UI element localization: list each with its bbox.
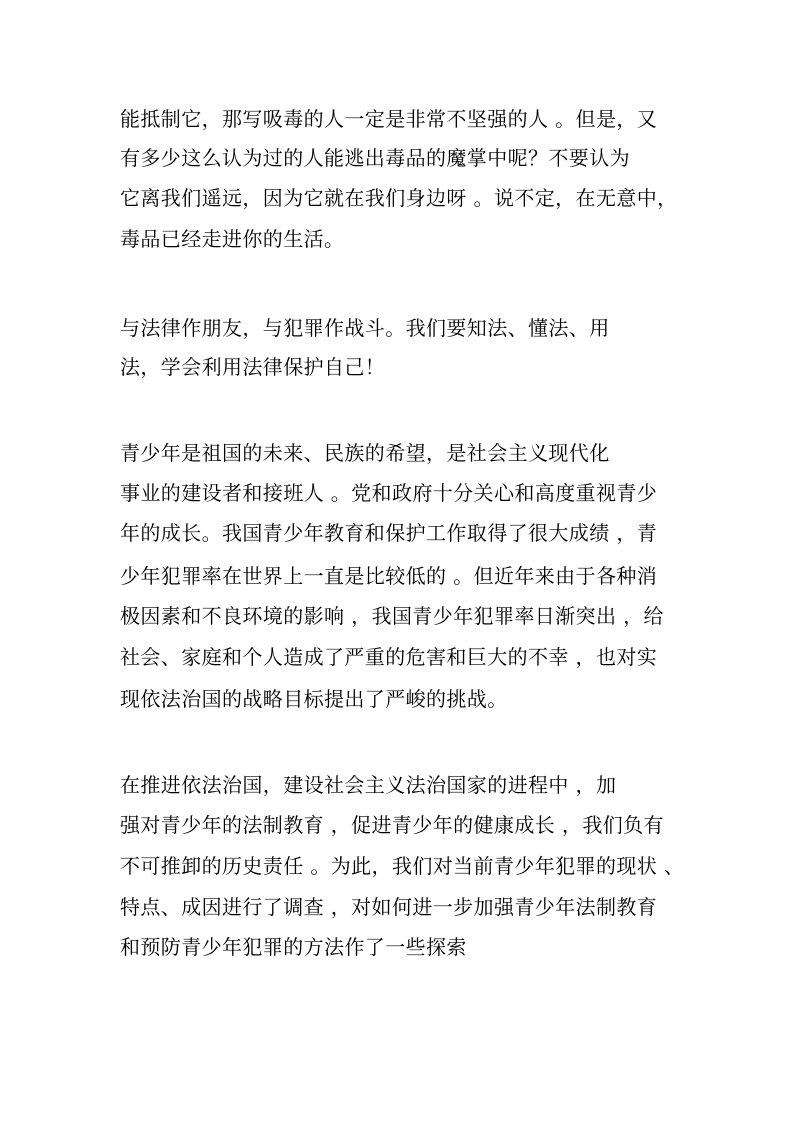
text-line: 能抵制它，那写吸毒的人一定是非常不坚强的人 。但是，又: [120, 107, 658, 131]
text-line: 极因素和不良环境的影响 ，我国青少年犯罪率日渐突出 ，给: [120, 604, 664, 628]
text-line: 事业的建设者和接班人 。党和政府十分关心和高度重视青少: [120, 481, 658, 505]
text-line: 法，学会利用法律保护自己！: [120, 355, 386, 379]
text-line: 青少年是祖国的未来、民族的希望，是社会主义现代化: [120, 441, 610, 465]
text-line: 与法律作朋友，与犯罪作战斗。我们要知法、懂法、用: [120, 316, 610, 340]
text-line: 年的成长。我国青少年教育和保护工作取得了很大成绩 ，青: [120, 521, 658, 545]
text-line: 社会、家庭和个人造成了严重的危害和巨大的不幸 ，也对实: [120, 645, 658, 669]
text-line: 毒品已经走进你的生活。: [120, 227, 345, 251]
text-line: 强对青少年的法制教育 ，促进青少年的健康成长 ，我们负有: [120, 813, 664, 837]
text-line: 在推进依法治国，建设社会主义法治国家的进程中 ，加: [120, 773, 617, 797]
text-line: 它离我们遥远，因为它就在我们身边呀 。说不定，在无意中，: [120, 186, 678, 210]
text-line: 和预防青少年犯罪的方法作了一些探索: [120, 935, 467, 959]
text-line: 现依法治国的战略目标提出了严峻的挑战。: [120, 687, 508, 711]
text-line: 有多少这么认为过的人能逃出毒品的魔掌中呢？不要认为: [120, 146, 630, 170]
text-line: 不可推卸的历史责任 。为此，我们对当前青少年犯罪的现状 、: [120, 854, 685, 878]
text-line: 少年犯罪率在世界上一直是比较低的 。但近年来由于各种消: [120, 564, 658, 588]
text-line: 特点、成因进行了调查 ，对如何进一步加强青少年法制教育: [120, 895, 658, 919]
